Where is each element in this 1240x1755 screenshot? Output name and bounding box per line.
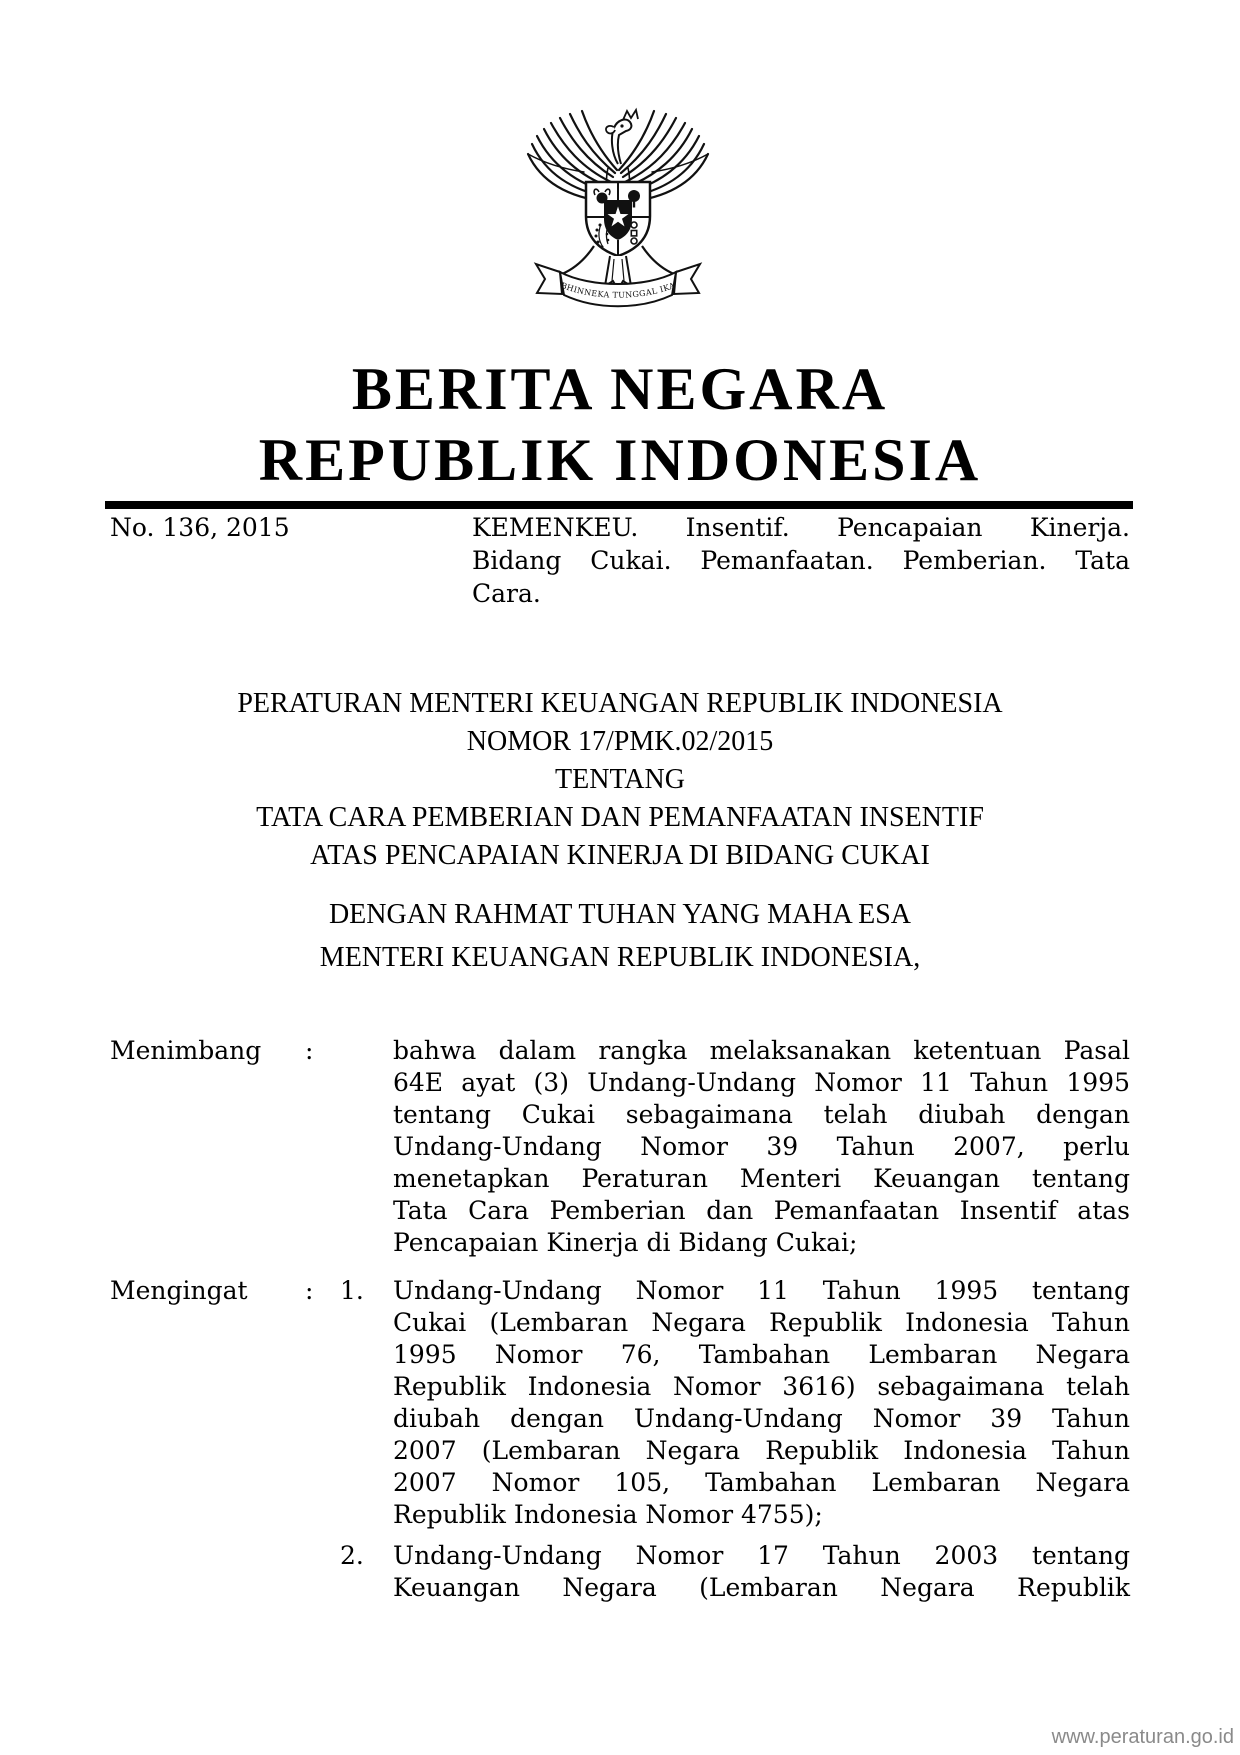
mengingat-item2-row xyxy=(110,1540,1130,1604)
emblem-motto: BHINNEKA TUNGGAL IKA xyxy=(559,280,677,300)
text-line: 2007 (Lembaran Negara Republik Indonesia Tahun xyxy=(393,1436,1130,1465)
regulation-title-line: PERATURAN MENTERI KEUANGAN REPUBLIK INDONESIA xyxy=(237,688,1003,719)
text-line: 64E ayat (3) Undang-Undang Nomor 11 Tahun 1995 xyxy=(393,1068,1130,1097)
text-line: diubah dengan Undang-Undang Nomor 39 Tahun xyxy=(393,1404,1130,1433)
masthead-title xyxy=(0,354,1240,496)
text-line: 1995 Nomor 76, Tambahan Lembaran Negara xyxy=(393,1340,1130,1369)
text-line: KEMENKEU. Insentif. Pencapaian Kinerja. xyxy=(472,513,1130,542)
invocation-block xyxy=(0,893,1240,979)
text-line: Pencapaian Kinerja di Bidang Cukai; xyxy=(393,1228,858,1257)
text-line: Keuangan Negara (Lembaran Negara Republik xyxy=(393,1573,1130,1602)
subject-title-line2: ATAS PENCAPAIAN KINERJA DI BIDANG CUKAI xyxy=(310,840,930,871)
mengingat-colon: : xyxy=(305,1276,314,1305)
list-item-number: 1. xyxy=(340,1276,364,1305)
tentang-line: TENTANG xyxy=(555,764,685,795)
menimbang-colon: : xyxy=(305,1036,314,1065)
regulation-title-block xyxy=(0,685,1240,875)
mengingat-row xyxy=(110,1275,1130,1531)
footer-watermark-url: www.peraturan.go.id xyxy=(1051,1726,1234,1748)
text-line: Undang-Undang Nomor 39 Tahun 2007, perlu xyxy=(393,1132,1130,1161)
mengingat-item1-body xyxy=(393,1275,1130,1531)
text-line: tentang Cukai sebagaimana telah diubah dengan xyxy=(393,1100,1130,1129)
issue-number: No. 136, 2015 xyxy=(110,513,290,542)
mengingat-item2-body xyxy=(393,1540,1130,1604)
subject-title-line1: TATA CARA PEMBERIAN DAN PEMANFAATAN INSENTIF xyxy=(256,802,984,833)
text-line: Tata Cara Pemberian dan Pemanfaatan Insentif atas xyxy=(393,1196,1130,1225)
list-item-number: 2. xyxy=(340,1541,364,1570)
text-line: Cara. xyxy=(472,579,541,608)
authority-line: MENTERI KEUANGAN REPUBLIK INDONESIA, xyxy=(319,942,921,973)
text-line: Undang-Undang Nomor 17 Tahun 2003 tentang xyxy=(393,1541,1130,1570)
text-line: bahwa dalam rangka melaksanakan ketentuan Pasal xyxy=(393,1036,1130,1065)
masthead-divider-rule xyxy=(105,501,1133,509)
regulation-number-line: NOMOR 17/PMK.02/2015 xyxy=(466,726,774,757)
menimbang-label: Menimbang xyxy=(110,1036,262,1065)
issue-row xyxy=(110,511,1130,610)
text-line: 2007 Nomor 105, Tambahan Lembaran Negara xyxy=(393,1468,1130,1497)
menimbang-row xyxy=(110,1035,1130,1259)
text-line: Undang-Undang Nomor 11 Tahun 1995 tentang xyxy=(393,1276,1130,1305)
clauses-section xyxy=(110,1035,1130,1604)
subject-abstract xyxy=(472,511,1130,610)
masthead-title-line2: REPUBLIK INDONESIA xyxy=(258,427,982,493)
garuda-pancasila-emblem xyxy=(520,98,716,310)
shield-icon xyxy=(586,182,650,256)
masthead-title-line1: BERITA NEGARA xyxy=(351,356,889,422)
text-line: Republik Indonesia Nomor 3616) sebagaimana telah xyxy=(393,1372,1130,1401)
text-line: Republik Indonesia Nomor 4755); xyxy=(393,1500,823,1529)
menimbang-body xyxy=(393,1035,1130,1259)
invocation-line: DENGAN RAHMAT TUHAN YANG MAHA ESA xyxy=(328,899,912,930)
text-line: menetapkan Peraturan Menteri Keuangan tentang xyxy=(393,1164,1130,1193)
text-line: Cukai (Lembaran Negara Republik Indonesia Tahun xyxy=(393,1308,1130,1337)
text-line: Bidang Cukai. Pemanfaatan. Pemberian. Tata xyxy=(472,546,1130,575)
mengingat-label: Mengingat xyxy=(110,1276,248,1305)
